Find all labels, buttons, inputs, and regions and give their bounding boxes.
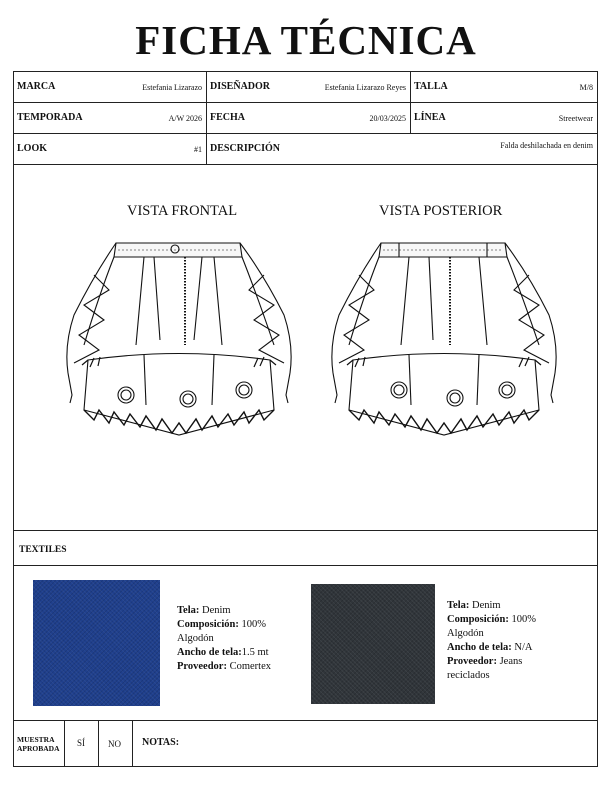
no-option[interactable] [98,721,132,766]
temporada-label: TEMPORADA [17,112,83,123]
textiles-content-row [14,566,597,721]
temporada-value: A/W 2026 [168,114,202,123]
prov-label-2: Proveedor: [447,656,497,667]
muestra-line-1: MUESTRA [17,735,55,744]
fabric-swatch-denim-blue [33,580,160,706]
comp-label-1: Composición: [177,619,239,630]
talla-cell [410,72,597,102]
look-value: #1 [194,145,202,154]
muestra-line-2: APROBADA [17,744,60,753]
comp-label-2: Composición: [447,614,509,625]
fabric-spec-2 [447,599,587,683]
descripcion-cell [206,134,597,164]
prov-value2-2: reciclados [447,670,490,681]
ancho-value-1: 1.5 mt [241,647,269,658]
look-label: LOOK [17,143,48,154]
tela-value-1: Denim [202,605,231,616]
muestra-cell [14,721,64,766]
drawings-area [14,165,597,531]
descripcion-label: DESCRIPCIÓN [210,143,281,154]
prov-value-1: Comertex [229,661,271,672]
ancho-label-2: Ancho de tela: [447,642,512,653]
back-skirt-drawing [319,235,569,445]
notas-cell[interactable] [132,721,597,766]
linea-value: Streetwear [558,114,593,123]
comp-value2-2: Algodón [447,628,484,639]
no-label: NO [108,739,121,749]
page-title: FICHA TÉCNICA [135,17,477,63]
muestra-aprobada-label [17,735,60,753]
tela-label-1: Tela: [177,605,200,616]
talla-value: M/8 [579,83,593,92]
talla-label: TALLA [414,81,448,92]
marca-label: MARCA [17,81,56,92]
disenador-value: Estefania Lizarazo Reyes [324,83,406,92]
temporada-cell [14,103,206,133]
linea-cell [410,103,597,133]
front-view-label: VISTA FRONTAL [127,203,238,219]
comp-value2-1: Algodón [177,633,214,644]
disenador-label: DISEÑADOR [210,81,271,92]
look-cell [14,134,206,164]
header-row-1 [14,72,597,103]
back-view-label: VISTA POSTERIOR [379,203,503,219]
tela-label-2: Tela: [447,600,470,611]
fabric-swatch-denim-black [311,584,435,704]
fecha-label: FECHA [210,112,245,123]
comp-value-2: 100% [511,614,536,625]
tela-value-2: Denim [472,600,501,611]
front-skirt-drawing [54,235,304,445]
ancho-label-1: Ancho de tela: [177,647,242,658]
prov-label-1: Proveedor: [177,661,227,672]
fecha-cell [206,103,410,133]
linea-label: LÍNEA [414,112,446,123]
textiles-section-label: TEXTILES [19,545,67,555]
footer-row [14,721,597,766]
disenador-cell [206,72,410,102]
prov-value-2: Jeans [499,656,523,667]
fecha-value: 20/03/2025 [369,114,406,123]
comp-value-1: 100% [241,619,266,630]
fabric-spec-1 [177,604,317,674]
header-row-2 [14,103,597,134]
si-label: SÍ [77,738,86,748]
descripcion-value: Falda deshilachada en denim [500,141,593,150]
textiles-header-row [14,531,597,566]
marca-value: Estefania Lizarazo [142,83,202,92]
header-row-3 [14,134,597,165]
si-option[interactable] [64,721,98,766]
marca-cell [14,72,206,102]
ancho-value-2: N/A [514,642,533,653]
notas-label: NOTAS: [142,737,180,748]
tech-sheet [13,71,598,767]
